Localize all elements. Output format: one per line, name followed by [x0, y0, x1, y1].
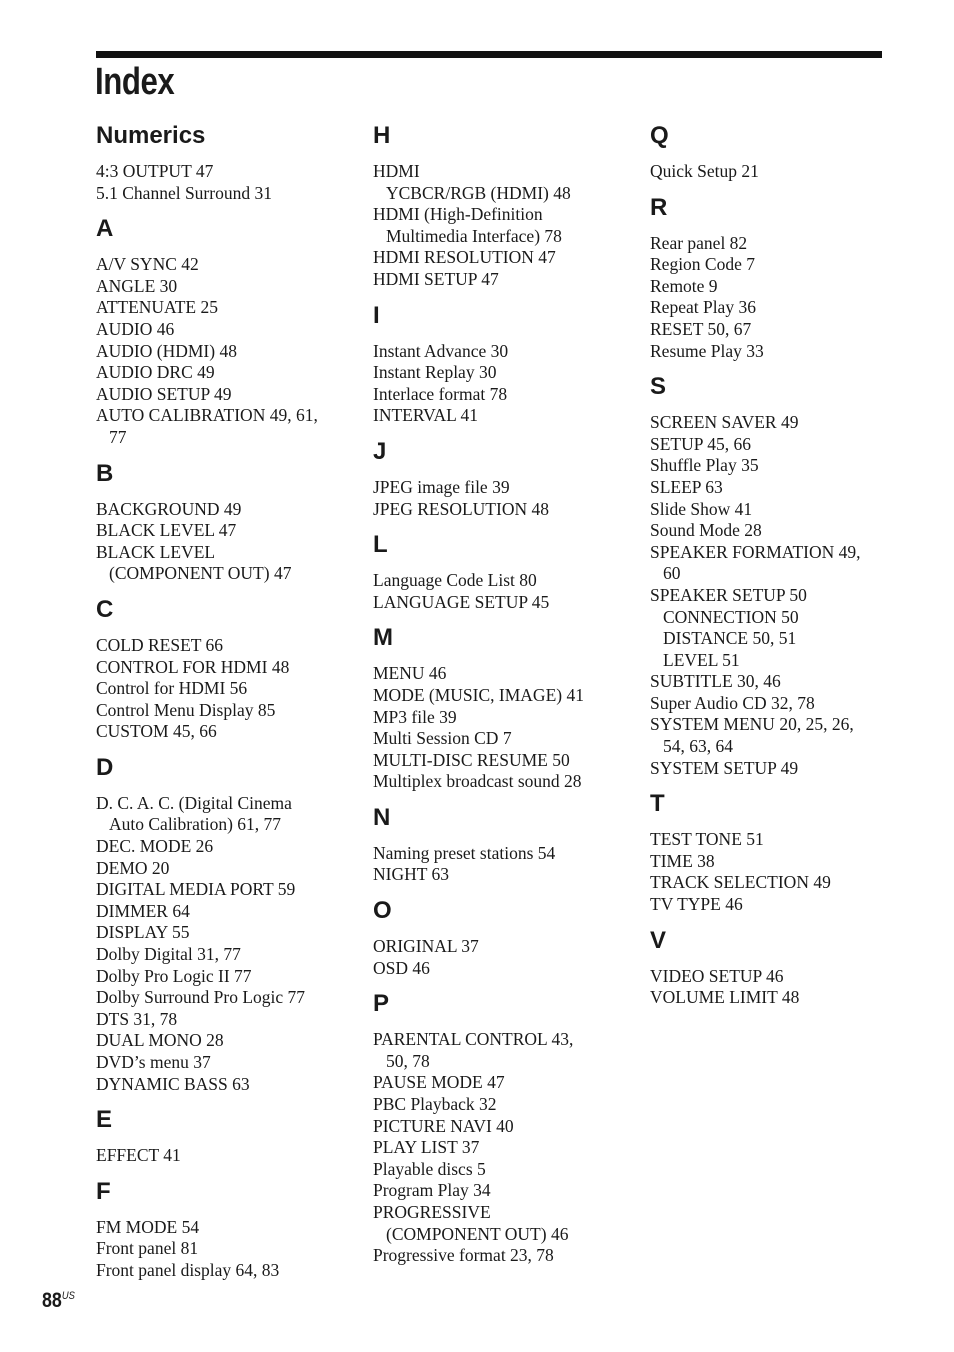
index-entry: JPEG image file 39: [373, 476, 510, 497]
section-heading: Numerics: [96, 122, 206, 149]
index-entry: Front panel display 64, 83: [96, 1259, 280, 1280]
section-heading: I: [373, 301, 380, 329]
index-entry: TEST TONE 51: [650, 829, 764, 850]
section-heading: O: [373, 897, 392, 925]
index-section: [373, 893, 638, 979]
index-entry: Instant Replay 30: [373, 362, 497, 383]
index-entry: PLAY LIST 37: [373, 1137, 480, 1158]
index-entry: Naming preset stations 54: [373, 842, 556, 863]
index-entry: Rear panel 82: [650, 232, 748, 253]
index-entry: TRACK SELECTION 49: [650, 872, 831, 893]
index-entry: SPEAKER SETUP 50: [650, 584, 807, 605]
index-entry: Interlace format 78: [373, 383, 508, 404]
index-entry: LEVEL 51: [663, 649, 740, 670]
index-section: [96, 1102, 361, 1167]
index-section: [96, 1174, 361, 1282]
index-entry: HDMI: [373, 161, 420, 181]
index-entry: AUDIO DRC 49: [96, 362, 215, 383]
index-entry: DTS 31, 78: [96, 1008, 178, 1029]
index-entry: CONNECTION 50: [663, 606, 799, 627]
section-heading: M: [373, 624, 393, 652]
index-entry: Dolby Surround Pro Logic 77: [96, 987, 306, 1008]
index-section: [96, 592, 361, 743]
index-entry: DEC. MODE 26: [96, 836, 214, 857]
index-section: [650, 786, 915, 915]
index-entry: JPEG RESOLUTION 48: [373, 498, 549, 519]
index-section: [96, 118, 361, 204]
index-entry: INTERVAL 41: [373, 405, 479, 426]
index-entry: ORIGINAL 37: [373, 936, 479, 957]
index-entry: DUAL MONO 28: [96, 1030, 224, 1051]
index-entry: Repeat Play 36: [650, 297, 756, 318]
section-heading: A: [96, 215, 114, 243]
section-heading: H: [373, 122, 391, 149]
index-entry: Region Code 7: [650, 254, 755, 275]
index-entry: Progressive format 23, 78: [373, 1245, 554, 1266]
index-entry: Multi Session CD 7: [373, 728, 512, 749]
section-heading: T: [650, 790, 665, 818]
section-heading: P: [373, 990, 390, 1018]
section-heading: C: [96, 595, 114, 623]
index-entry: Multiplex broadcast sound 28: [373, 771, 582, 792]
index-entry: AUDIO (HDMI) 48: [96, 340, 237, 361]
index-entry: SUBTITLE 30, 46: [650, 671, 781, 692]
index-entry: SYSTEM MENU 20, 25, 26, 54, 63, 64: [650, 714, 854, 757]
index-entry: PARENTAL CONTROL 43, 50, 78: [373, 1029, 574, 1071]
index-entry: TV TYPE 46: [650, 894, 743, 915]
index-entry: Dolby Pro Logic II 77: [96, 965, 252, 986]
index-section: [650, 923, 915, 1009]
index-entry: DEMO 20: [96, 857, 170, 878]
index-entry: Control Menu Display 85: [96, 699, 276, 720]
section-heading: N: [373, 803, 391, 831]
section-heading: R: [650, 193, 668, 221]
section-heading: D: [96, 753, 114, 781]
index-entry: Instant Advance 30: [373, 340, 509, 361]
section-heading: L: [373, 531, 388, 559]
index-entry: LANGUAGE SETUP 45: [373, 591, 550, 612]
section-heading: F: [96, 1177, 111, 1205]
index-entry: SYSTEM SETUP 49: [650, 757, 799, 778]
index-entry: DIGITAL MEDIA PORT 59: [96, 879, 296, 900]
index-entry: SCREEN SAVER 49: [650, 412, 799, 433]
index-entry: HDMI (High-Definition Multimedia Interface) 78: [373, 204, 562, 246]
section-heading: S: [650, 373, 667, 401]
index-entry: SLEEP 63: [650, 476, 723, 497]
index-section: [96, 750, 361, 1095]
index-entry: PBC Playback 32: [373, 1094, 497, 1115]
index-section: [373, 800, 638, 886]
index-entry: BACKGROUND 49: [96, 498, 242, 519]
index-entry: MENU 46: [373, 663, 447, 684]
index-entry: DIMMER 64: [96, 900, 190, 921]
index-entry: HDMI RESOLUTION 47: [373, 247, 556, 268]
index-section: [373, 986, 638, 1267]
index-section: [650, 190, 915, 363]
index-column-2: [373, 118, 638, 1274]
index-entry: Shuffle Play 35: [650, 455, 759, 476]
index-section: [373, 118, 638, 291]
page-number-suffix: US: [61, 1290, 75, 1302]
index-entry: ANGLE 30: [96, 275, 178, 296]
index-entry: 5.1 Channel Surround 31: [96, 182, 272, 203]
index-entry: A/V SYNC 42: [96, 254, 199, 275]
index-entry: CONTROL FOR HDMI 48: [96, 656, 290, 677]
index-entry: Program Play 34: [373, 1180, 491, 1201]
index-section: [650, 118, 915, 183]
index-entry: Super Audio CD 32, 78: [650, 692, 815, 713]
index-entry: ATTENUATE 25: [96, 297, 218, 318]
index-column-1: [96, 118, 361, 1289]
index-entry: SPEAKER FORMATION 49, 60: [650, 541, 861, 584]
section-heading: E: [96, 1106, 113, 1134]
index-entry: MODE (MUSIC, IMAGE) 41: [373, 684, 584, 705]
index-entry: VIDEO SETUP 46: [650, 965, 784, 986]
index-entry: Resume Play 33: [650, 340, 764, 361]
index-section: [96, 211, 361, 448]
index-entry: CUSTOM 45, 66: [96, 721, 217, 742]
page-number-value: 88: [42, 1289, 62, 1312]
index-entry: PICTURE NAVI 40: [373, 1115, 514, 1136]
index-entry: Playable discs 5: [373, 1158, 486, 1179]
index-section: [373, 527, 638, 613]
index-section: [96, 456, 361, 585]
index-entry: SETUP 45, 66: [650, 433, 751, 454]
index-entry: RESET 50, 67: [650, 318, 752, 339]
index-entry: NIGHT 63: [373, 864, 449, 885]
index-entry: EFFECT 41: [96, 1145, 181, 1166]
section-heading: V: [650, 926, 667, 954]
section-heading: B: [96, 459, 114, 487]
top-rule: [96, 51, 882, 58]
index-entry: 4:3 OUTPUT 47: [96, 161, 214, 181]
index-entry: Slide Show 41: [650, 498, 753, 519]
index-entry: Dolby Digital 31, 77: [96, 944, 241, 965]
index-entry: DISTANCE 50, 51: [663, 628, 797, 649]
index-entry: COLD RESET 66: [96, 634, 224, 655]
page-number: [42, 1284, 75, 1313]
section-heading: Q: [650, 122, 669, 149]
index-entry: D. C. A. C. (Digital Cinema Auto Calibration) 61, 77: [96, 792, 292, 835]
index-entry: HDMI SETUP 47: [373, 268, 499, 289]
index-entry: MP3 file 39: [373, 706, 457, 727]
index-entry: Remote 9: [650, 275, 718, 296]
index-column-3: [650, 118, 915, 1016]
index-entry: Control for HDMI 56: [96, 678, 248, 699]
page-title: Index: [95, 61, 175, 103]
index-section: [373, 620, 638, 793]
index-section: [373, 298, 638, 427]
index-entry: YCBCR/RGB (HDMI) 48: [386, 182, 571, 203]
index-entry: Language Code List 80: [373, 570, 537, 591]
index-entry: PROGRESSIVE (COMPONENT OUT) 46: [373, 1202, 569, 1244]
index-entry: Quick Setup 21: [650, 161, 759, 181]
index-entry: TIME 38: [650, 850, 715, 871]
index-entry: OSD 46: [373, 957, 430, 978]
index-entry: FM MODE 54: [96, 1216, 200, 1237]
index-section: [373, 434, 638, 520]
index-entry: BLACK LEVEL 47: [96, 520, 237, 541]
index-entry: AUDIO 46: [96, 318, 175, 339]
index-entry: MULTI-DISC RESUME 50: [373, 749, 570, 770]
index-entry: Sound Mode 28: [650, 520, 762, 541]
index-entry: AUDIO SETUP 49: [96, 383, 232, 404]
index-section: [650, 369, 915, 779]
index-entry: PAUSE MODE 47: [373, 1072, 505, 1093]
index-entry: VOLUME LIMIT 48: [650, 987, 800, 1008]
index-entry: DYNAMIC BASS 63: [96, 1073, 250, 1094]
section-heading: J: [373, 437, 387, 465]
index-entry: AUTO CALIBRATION 49, 61, 77: [96, 405, 318, 447]
index-entry: DVD’s menu 37: [96, 1052, 211, 1072]
index-entry: DISPLAY 55: [96, 922, 190, 943]
index-entry: Front panel 81: [96, 1238, 199, 1259]
index-entry: BLACK LEVEL (COMPONENT OUT) 47: [96, 541, 292, 584]
